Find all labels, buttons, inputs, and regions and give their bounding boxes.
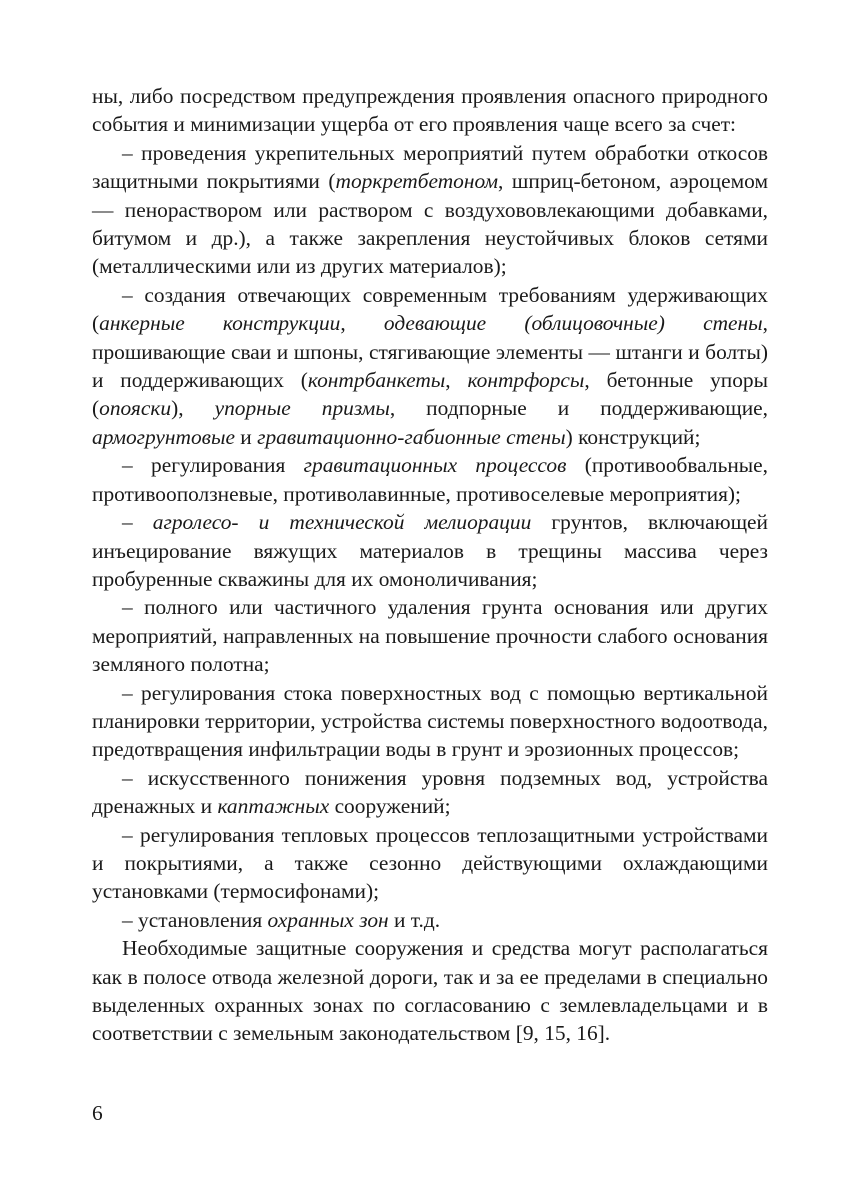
list-item xyxy=(92,139,768,281)
italic-term: торкретбетоном xyxy=(335,169,498,194)
text-run: , прошивающие сваи и шпоны, стягивающие элементы — штанги и болты) и поддерживающих ( xyxy=(92,311,768,393)
list-item xyxy=(92,764,768,821)
text-run: – регулирования стока поверхностных вод с помощью вертикальной планировки территории, устройства системы поверхностного водоотвода, предотвращения инфильтрации воды в грунт и эрозионных процессов; xyxy=(92,680,768,762)
list-item xyxy=(92,679,768,764)
list-item xyxy=(92,821,768,906)
page-number: 6 xyxy=(92,1101,103,1125)
text-run: (противообвальные, противооползневые, противолавинные, противоселевые мероприятия); xyxy=(92,453,769,506)
text-run: – полного или частичного удаления грунта основания или других мероприятий, направленных на повышение прочности слабого основания земляного полотна; xyxy=(92,595,768,677)
page-text xyxy=(92,82,768,1048)
text-run: , xyxy=(445,368,468,393)
measures-list xyxy=(92,139,768,934)
text-run: – регулирования xyxy=(122,453,304,478)
italic-term: контрфорсы xyxy=(467,368,585,393)
text-run: , xyxy=(340,311,384,336)
text-run: , подпорные и поддерживающие, xyxy=(389,396,768,421)
text-run: ), xyxy=(171,396,215,421)
italic-term: гравитационных процессов xyxy=(303,453,567,478)
italic-term: опояски xyxy=(99,396,172,421)
italic-term: охранных зон xyxy=(267,907,389,932)
list-item xyxy=(92,906,768,934)
text-run: грунтов, включающей инъецирование вяжущих материалов в трещины массива через пробуренные скважины для их омоноличивания; xyxy=(92,510,769,591)
text-run: , шприц-бетоном, аэроцемом — пенораствором или раствором с воздухововлекающими добавками, битумом и др.), а также закрепления неустойчивых блоков сетями (металлическими или из других материалов); xyxy=(92,169,768,279)
text-run: – xyxy=(122,510,153,535)
text-run: – проведения укрепительных мероприятий путем обработки откосов защитными покрытиями ( xyxy=(92,140,768,194)
text-run: ) конструкций; xyxy=(565,424,701,449)
text-run: и xyxy=(234,424,258,449)
italic-term: контрбанкеты xyxy=(307,368,446,393)
italic-term: каптажных xyxy=(217,794,330,819)
text-run: – регулирования тепловых процессов теплозащитными устройствами и покрытиями, а также сезонно действующими охлаждающими установками (термосифонами); xyxy=(92,822,768,904)
text-run: , бетонные упоры ( xyxy=(92,368,768,421)
text-run: – установления xyxy=(122,907,268,932)
text-run: – создания отвечающих современным требованиям удерживающих ( xyxy=(92,282,768,336)
list-item xyxy=(92,451,768,508)
list-item xyxy=(92,593,768,678)
text-run: и т.д. xyxy=(388,907,441,932)
list-item xyxy=(92,508,768,593)
text-run: сооружений; xyxy=(329,794,451,819)
italic-term: гравитационно-габионные стены xyxy=(257,424,566,449)
list-item xyxy=(92,281,768,451)
closing-paragraph: Необходимые защитные сооружения и средства могут располагаться как в полосе отвода железной дороги, так и за ее пределами в специально выделенных охранных зонах по согласованию с землевладельцами и в соответствии с земельным законодательством [9, 15, 16]. xyxy=(92,936,768,1046)
italic-term: армогрунтовые xyxy=(92,424,235,449)
italic-term: агролесо- и технической мелиорации xyxy=(152,510,532,535)
intro-paragraph: ны, либо посредством предупреждения проявления опасного природного события и минимизации ущерба от его проявления чаще всего за счет: xyxy=(92,84,768,137)
text-run: – искусственного понижения уровня подземных вод, устройства дренажных и xyxy=(92,765,768,819)
italic-term: анкерные конструкции xyxy=(99,311,341,336)
italic-term: одевающие (облицовочные) стены xyxy=(383,311,763,336)
italic-term: упорные призмы xyxy=(214,396,390,421)
